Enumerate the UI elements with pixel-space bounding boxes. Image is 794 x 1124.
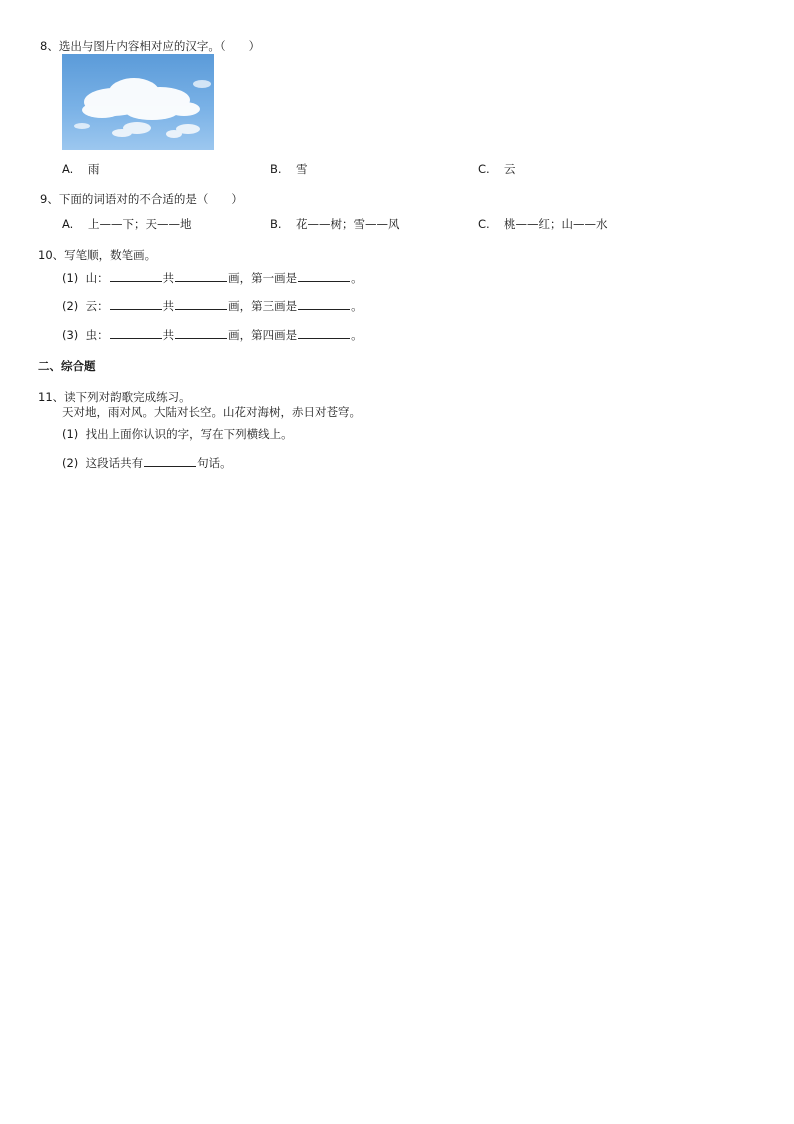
answer-blank[interactable] (175, 327, 227, 339)
sky-clouds-image (62, 54, 214, 150)
q9-option-c[interactable]: C. 桃——红；山——水 (478, 217, 608, 231)
answer-blank[interactable] (110, 327, 162, 339)
q11-item-2: (2) 这段话共有 句话。 (62, 456, 232, 470)
q8-stem: 8、选出与图片内容相对应的汉字。（ ） (40, 39, 261, 53)
answer-blank[interactable] (175, 270, 227, 282)
q9-option-a[interactable]: A. 上——下；天——地 (62, 217, 192, 231)
q10-item-1: (1) 山： 共 画，第一画是 。 (62, 271, 363, 285)
q10-item-2: (2) 云： 共 画，第三画是 。 (62, 299, 363, 313)
q9-stem: 9、下面的词语对的不合适的是（ ） (40, 192, 243, 206)
q11-stem: 11、读下列对韵歌完成练习。 (38, 390, 191, 404)
q11-item-1: (1) 找出上面你认识的字，写在下列横线上。 (62, 427, 293, 441)
q8-option-c[interactable]: C. 云 (478, 162, 516, 176)
answer-blank[interactable] (298, 270, 350, 282)
q8-option-b[interactable]: B. 雪 (270, 162, 308, 176)
answer-blank[interactable] (110, 270, 162, 282)
answer-blank[interactable] (298, 298, 350, 310)
section-title: 二、综合题 (38, 359, 96, 373)
answer-blank[interactable] (298, 327, 350, 339)
q9-option-b[interactable]: B. 花——树；雪——风 (270, 217, 400, 231)
answer-blank[interactable] (144, 455, 196, 467)
q11-poem: 天对地，雨对风。大陆对长空。山花对海树，赤日对苍穹。 (62, 405, 361, 419)
q10-stem: 10、写笔顺，数笔画。 (38, 248, 157, 262)
answer-blank[interactable] (175, 298, 227, 310)
answer-blank[interactable] (110, 298, 162, 310)
cloud-icon (62, 54, 214, 150)
q10-item-3: (3) 虫： 共 画，第四画是 。 (62, 328, 363, 342)
q8-option-a[interactable]: A. 雨 (62, 162, 100, 176)
